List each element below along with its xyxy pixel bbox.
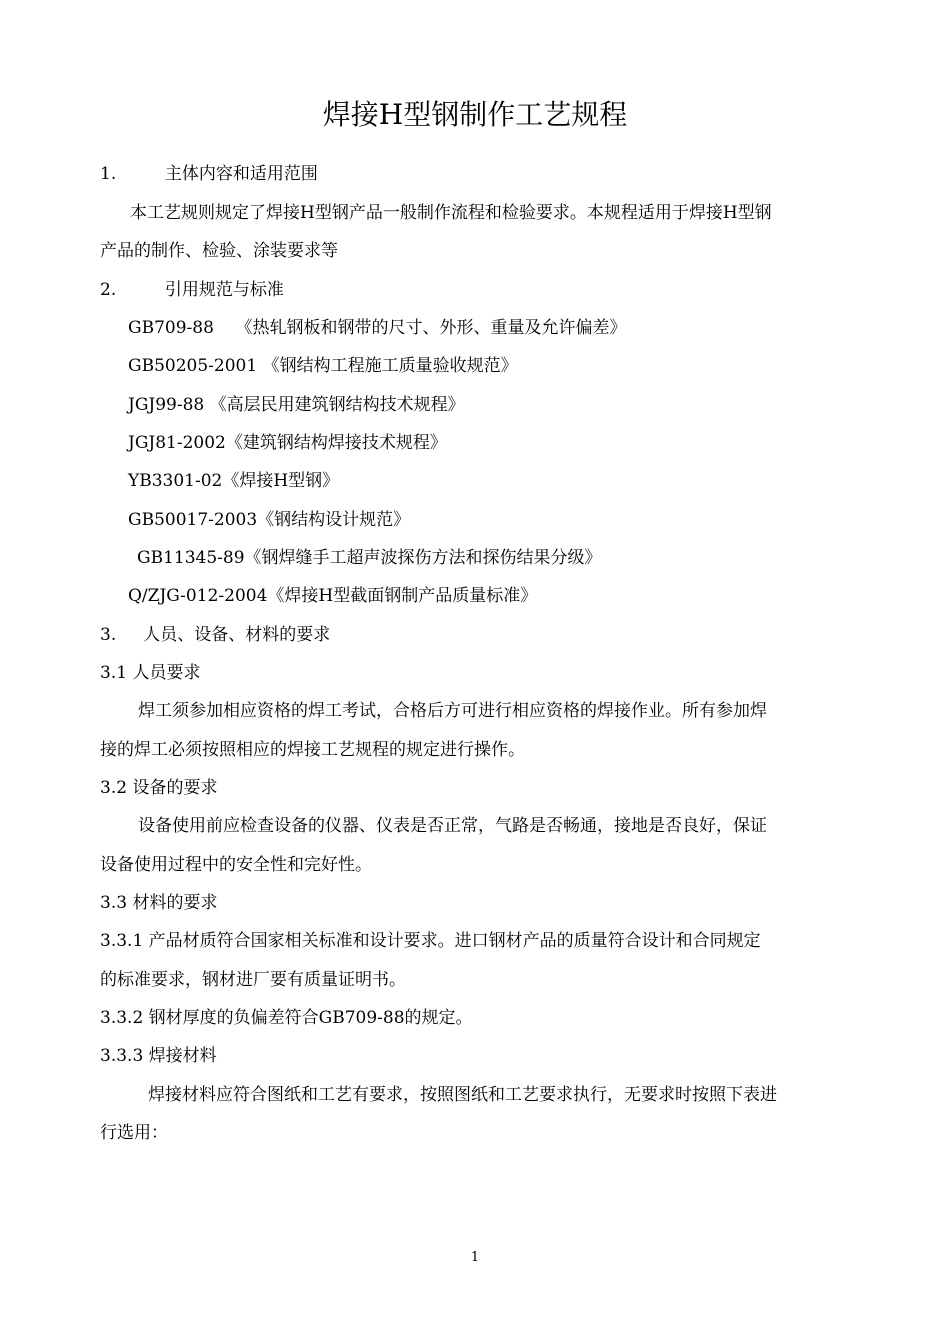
section-2-heading: 2. 引用规范与标准 xyxy=(100,280,284,300)
standard-item: JGJ99-88 《高层民用建筑钢结构技术规程》 xyxy=(128,395,465,415)
section-3-3-2: 3.3.2 钢材厚度的负偏差符合GB709-88的规定。 xyxy=(100,1008,473,1028)
section-3-1-paragraph-line-1: 焊工须参加相应资格的焊工考试，合格后方可进行相应资格的焊接作业。所有参加焊 xyxy=(138,701,767,721)
section-3-2-paragraph-line-2: 设备使用过程中的安全性和完好性。 xyxy=(100,855,372,875)
section-1-heading: 1. 主体内容和适用范围 xyxy=(100,164,318,184)
section-3-1-heading: 3.1 人员要求 xyxy=(100,663,201,683)
section-3-1-paragraph-line-2: 接的焊工必须按照相应的焊接工艺规程的规定进行操作。 xyxy=(100,740,525,760)
standard-item: YB3301-02《焊接H型钢》 xyxy=(128,471,340,491)
section-3-heading: 3. 人员、设备、材料的要求 xyxy=(100,625,331,645)
document-title: 焊接H型钢制作工艺规程 xyxy=(322,98,628,131)
section-1-paragraph-line-1: 本工艺规则规定了焊接H型钢产品一般制作流程和检验要求。本规程适用于焊接H型钢 xyxy=(130,203,772,223)
standard-item: JGJ81-2002《建筑钢结构焊接技术规程》 xyxy=(128,433,447,453)
section-3-3-heading: 3.3 材料的要求 xyxy=(100,893,218,913)
section-3-3-3-paragraph-line-2: 行选用： xyxy=(100,1123,168,1143)
section-3-3-1-line-1: 3.3.1 产品材质符合国家相关标准和设计要求。进口钢材产品的质量符合设计和合同规定 xyxy=(100,931,761,951)
standard-item: GB50205-2001 《钢结构工程施工质量验收规范》 xyxy=(128,356,518,376)
standard-item: GB50017-2003《钢结构设计规范》 xyxy=(128,510,411,530)
section-1-paragraph-line-2: 产品的制作、检验、涂装要求等 xyxy=(100,241,338,261)
section-3-3-3-heading: 3.3.3 焊接材料 xyxy=(100,1046,217,1066)
section-3-2-paragraph-line-1: 设备使用前应检查设备的仪器、仪表是否正常，气路是否畅通，接地是否良好，保证 xyxy=(138,816,767,836)
section-3-3-1-line-2: 的标准要求，钢材进厂要有质量证明书。 xyxy=(100,970,406,990)
page-number: 1 xyxy=(470,1250,480,1265)
section-3-3-3-paragraph-line-1: 焊接材料应符合图纸和工艺有要求，按照图纸和工艺要求执行，无要求时按照下表进 xyxy=(148,1085,777,1105)
standard-item: Q/ZJG-012-2004《焊接H型截面钢制产品质量标准》 xyxy=(128,586,538,606)
standard-item: GB709-88 《热轧钢板和钢带的尺寸、外形、重量及允许偏差》 xyxy=(128,318,627,338)
standard-item: GB11345-89《钢焊缝手工超声波探伤方法和探伤结果分级》 xyxy=(137,548,602,568)
section-3-2-heading: 3.2 设备的要求 xyxy=(100,778,218,798)
